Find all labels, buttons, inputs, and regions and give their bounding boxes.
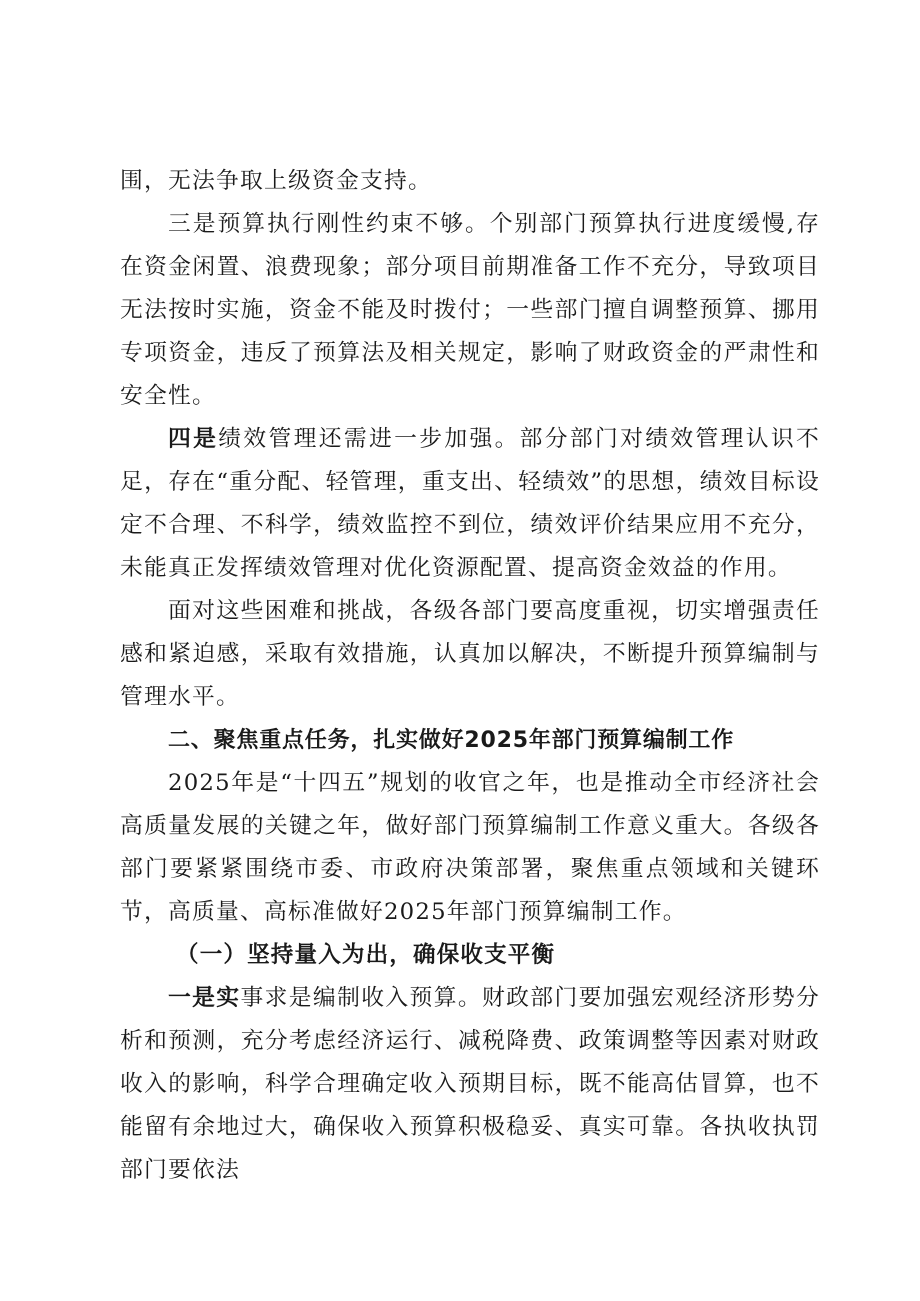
paragraph-text: 事求是编制收入预算。财政部门要加强宏观经济形势分析和预测，充分考虑经济运行、减税降费、政策调整等因素对财政收入的影响，科学合理确定收入预期目标，既不能高估冒算，也不能留有余地过大，确保收入预算积极稳妥、真实可靠。各执收执罚部门要依法: [120, 985, 820, 1183]
paragraph-lead: 四是: [168, 426, 219, 452]
paragraph-section-intro: [120, 762, 820, 934]
paragraph-text: 2025年是“十四五”规划的收官之年，也是推动全市经济社会高质量发展的关键之年，做好部门预算编制工作意义重大。各级各部门要紧紧围绕市委、市政府决策部署，聚焦重点领域和关键环节，高质量、高标准做好2025年部门预算编制工作。: [120, 770, 820, 925]
paragraph-income-budget: [120, 977, 820, 1192]
paragraph-text: 围，无法争取上级资金支持。: [120, 168, 432, 194]
paragraph-continuation: [120, 160, 820, 203]
paragraph-budget-execution: [120, 203, 820, 418]
paragraph-summary: [120, 590, 820, 719]
section-heading: 二、聚焦重点任务，扎实做好2025年部门预算编制工作: [168, 728, 735, 753]
paragraph-text: 三是预算执行刚性约束不够。个别部门预算执行进度缓慢,存在资金闲置、浪费现象；部分项目前期准备工作不充分，导致项目无法按时实施，资金不能及时拨付；一些部门擅自调整预算、挪用专项资金，违反了预算法及相关规定，影响了财政资金的严肃性和安全性。: [120, 211, 820, 409]
paragraph-lead: 一是实: [168, 985, 241, 1011]
paragraph-text: 绩效管理还需进一步加强。部分部门对绩效管理认识不足，存在“重分配、轻管理，重支出、轻绩效”的思想，绩效目标设定不合理、不科学，绩效监控不到位，绩效评价结果应用不充分，未能真正发挥绩效管理对优化资源配置、提高资金效益的作用。: [120, 426, 820, 581]
subsection-heading: （一）坚持量入为出，确保收支平衡: [176, 942, 556, 968]
paragraph-performance-management: [120, 418, 820, 590]
paragraph-text: 面对这些困难和挑战，各级各部门要高度重视，切实增强责任感和紧迫感，采取有效措施，认真加以解决，不断提升预算编制与管理水平。: [120, 598, 820, 710]
document-body: [120, 160, 820, 1192]
